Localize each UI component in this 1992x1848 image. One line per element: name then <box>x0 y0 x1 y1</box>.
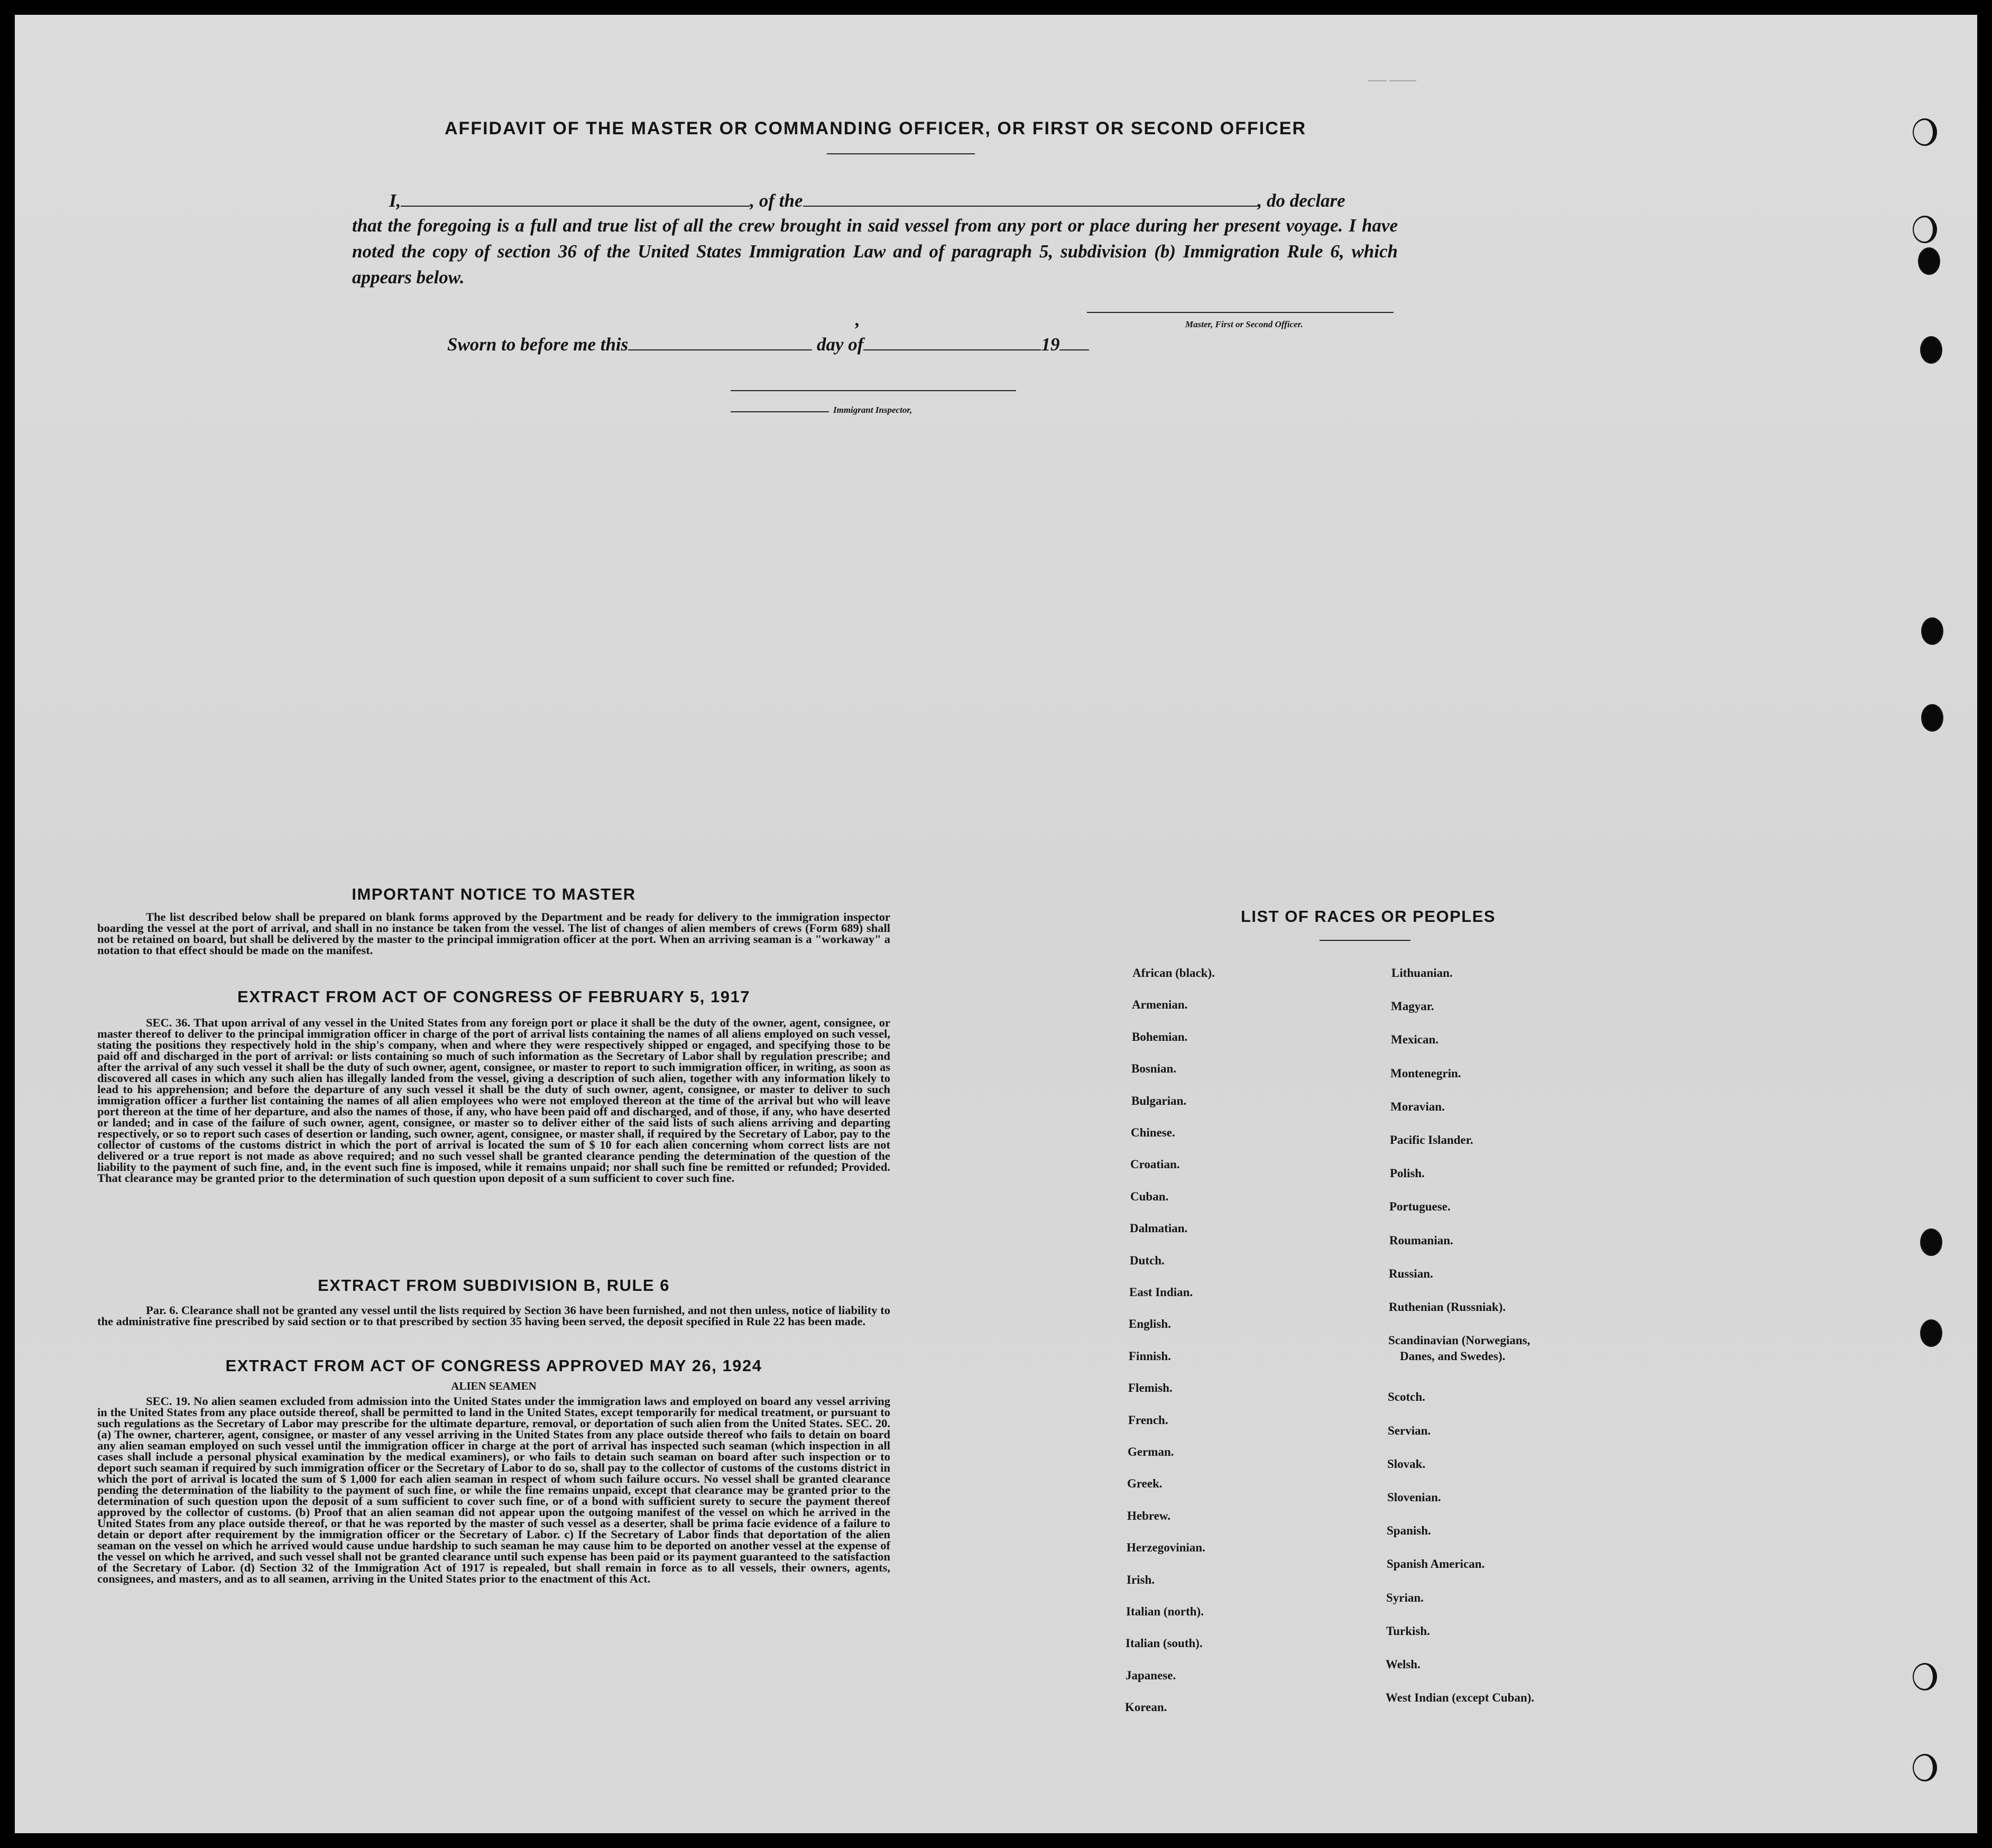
race-item: Italian (north). <box>1126 1605 1204 1618</box>
title-underline <box>827 153 975 154</box>
declarant-prefix: I, <box>389 190 401 211</box>
race-item: Bosnian. <box>1131 1062 1177 1075</box>
race-item: Bulgarian. <box>1131 1094 1187 1107</box>
race-item: Irish. <box>1127 1573 1155 1586</box>
binder-hole <box>1921 704 1943 732</box>
bleed-through-text: ── ─── <box>1368 74 1417 88</box>
race-item: Moravian. <box>1390 1100 1445 1113</box>
races-title: LIST OF RACES OR PEOPLES <box>1240 907 1496 926</box>
race-item: Scandinavian (Norwegians, <box>1388 1334 1530 1347</box>
binder-hole <box>1913 216 1937 243</box>
race-item: Armenian. <box>1132 998 1188 1011</box>
race-item: French. <box>1128 1413 1168 1427</box>
extract-1924-subtitle: ALIEN SEAMEN <box>451 1380 537 1392</box>
inspector-caption: Immigrant Inspector, <box>833 405 912 415</box>
signature-caption: Master, First or Second Officer. <box>1185 319 1303 329</box>
extract-1917-text: SEC. 36. That upon arrival of any vessel in the United States from any foreign port or place it shall be the duty of the owner, agent, consignee, or master thereof to deliver to the principal immigration officer in charge of the port of arrival lists containing the names of all aliens employed on such vessel, stating the positions they respectively hold in the ship's company, when and where they were respectively shipped or engaged, and specifying those to be paid off and discharged in the port of arrival: or lists containing so much of such information as the Secretary of Labor shall by regulation prescribe; and after the arrival of any such vessel it shall be the duty of such owner, agent, consignee, or master to report to such immigration officer, in writing, as soon as discovered all cases in which any such alien has illegally landed from the vessel, giving a description of such alien, together with any information likely to lead to his apprehension; and before the departure of any such vessel it shall be the duty of such owner, agent, consignee, or master to deliver to such immigration officer a further list containing the names of all alien employees who were not employed thereon at the time of the arrival but who will leave port thereon at the time of her departure, and also the names of those, if any, who have been paid off and discharged, and of those, if any, who have deserted or landed; and in case of the failure of such owner, agent, consignee, or master so to deliver either of the said lists of such aliens arriving and departing respectively, or so to report such cases of desertion or landing, such owner, agent, consignee, or master shall, if required by the Secretary of Labor, pay to the collector of customs of the customs district in which the port of arrival is located the sum of $ 10 for each alien concerning whom correct lists are not delivered or a true report is not made as above required; and no such vessel shall be granted clearance pending the determination of the question of the liability to the payment of such fine, and, in the event such fine is imposed, while it remains unpaid; nor shall such fine be remitted or refunded; Provided. That clearance may be granted prior to the determination of such question upon deposit of a sum sufficient to cover such fine. <box>97 1016 890 1185</box>
binder-hole <box>1913 118 1937 146</box>
race-item: Danes, and Swedes). <box>1400 1350 1506 1363</box>
race-item: Korean. <box>1125 1701 1167 1714</box>
race-item: Ruthenian (Russniak). <box>1389 1300 1506 1314</box>
race-item: Flemish. <box>1128 1381 1173 1394</box>
race-item: Pacific Islander. <box>1390 1133 1473 1147</box>
declarant-name-field[interactable] <box>401 187 750 207</box>
race-item: Chinese. <box>1131 1126 1175 1139</box>
race-item: Lithuanian. <box>1391 966 1453 980</box>
binder-hole <box>1920 1319 1942 1347</box>
race-item: Portuguese. <box>1389 1200 1451 1213</box>
race-item: Spanish American. <box>1387 1557 1485 1570</box>
affidavit-title: AFFIDAVIT OF THE MASTER OR COMMANDING OFFICER, OR FIRST OR SECOND OFFICER <box>445 118 1306 138</box>
extract-rule6-text: Par. 6. Clearance shall not be granted any vessel until the lists required by Section 36 have been furnished, and not then unless, notice of liability to the administrative fine prescribed by said section or to that prescribed by section 35 having been served, the deposit specified in Rule 22 has been made. <box>97 1304 890 1328</box>
race-item: East Indian. <box>1129 1286 1193 1299</box>
race-item: Russian. <box>1389 1267 1433 1280</box>
vessel-name-field[interactable] <box>803 187 1258 207</box>
binder-hole <box>1913 1754 1937 1781</box>
race-item: Spanish. <box>1387 1524 1431 1537</box>
race-item: Croatian. <box>1130 1158 1180 1171</box>
race-item: Japanese. <box>1126 1669 1176 1682</box>
binder-hole <box>1913 1663 1937 1690</box>
race-item: Scotch. <box>1388 1390 1425 1403</box>
year-prefix: 19 <box>1041 334 1060 355</box>
race-item: Dutch. <box>1130 1254 1165 1267</box>
declaration-text: that the foregoing is a full and true list of all the crew brought in said vessel from any port or place during her present voyage. I have noted the copy of section 36 of the United States Immigration Law and of paragraph 5, subdivision (b) Immigration Rule 6, which appears below. <box>352 215 1398 288</box>
sworn-day-field[interactable] <box>628 331 812 350</box>
extract-rule6-title: EXTRACT FROM SUBDIVISION B, RULE 6 <box>318 1276 670 1295</box>
binder-hole <box>1918 247 1940 275</box>
race-item: Montenegrin. <box>1390 1067 1461 1080</box>
race-item: Hebrew. <box>1127 1509 1170 1522</box>
race-item: Slovak. <box>1387 1457 1426 1471</box>
comma-mark: , <box>855 309 860 330</box>
binder-hole <box>1921 617 1943 645</box>
race-item: Italian (south). <box>1126 1637 1203 1650</box>
declaration-line-1 <box>389 187 1398 214</box>
race-item: English. <box>1129 1317 1171 1330</box>
inspector-short-line <box>731 411 829 412</box>
race-item: Turkish. <box>1386 1624 1430 1638</box>
binder-hole <box>1920 1228 1942 1256</box>
extract-1917-title: EXTRACT FROM ACT OF CONGRESS OF FEBRUARY 5, 1917 <box>237 987 750 1006</box>
signature-field[interactable] <box>1087 312 1394 313</box>
race-item: Finnish. <box>1129 1350 1171 1363</box>
race-item: Herzegovinian. <box>1127 1541 1205 1554</box>
do-declare-label: , do declare <box>1257 190 1345 211</box>
race-item: West Indian (except Cuban). <box>1386 1691 1535 1704</box>
race-item: Welsh. <box>1386 1658 1421 1671</box>
sworn-prefix: Sworn to before me this <box>447 334 629 355</box>
race-item: Servian. <box>1388 1424 1431 1437</box>
race-item: Polish. <box>1390 1167 1425 1180</box>
binder-hole <box>1920 336 1942 364</box>
extract-1924-title: EXTRACT FROM ACT OF CONGRESS APPROVED MAY 26, 1924 <box>225 1356 762 1375</box>
race-item: Dalmatian. <box>1130 1222 1188 1235</box>
inspector-signature-field[interactable] <box>731 390 1016 391</box>
race-item: Greek. <box>1127 1477 1163 1490</box>
sworn-line <box>447 331 1089 357</box>
race-item: Roumanian. <box>1389 1234 1453 1247</box>
races-title-underline <box>1320 940 1410 941</box>
extract-1924-text: SEC. 19. No alien seamen excluded from admission into the United States under the immigration laws and employed on board any vessel arriving in the United States from any place outside thereof, shall be permitted to land in the United States, except temporarily for medical treatment, or pursuant to such regulations as the Secretary of Labor may prescribe for the ultimate departure, removal, or deportation of such alien from the United States. SEC. 20. (a) The owner, charterer, agent, consignee, or master of any vessel arriving in the United States from any place outside thereof who fails to detain on board any alien seaman employed on such vessel until the immigration officer in charge at the port of arrival has inspected such seaman (which inspection in all cases shall include a personal physical examination by the medical examiners), or who fails to detain such seaman on board after such inspection or to deport such seaman if required by such immigration officer or the Secretary of Labor to do so, shall pay to the collector of customs of the customs district in which the port of arrival is located the sum of $ 1,000 for each alien seaman in respect of whom such failure occurs. No vessel shall be granted clearance pending the determination of the liability to the payment of such fine, or while the fine remains unpaid, except that clearance may be granted prior to the determination of such question upon the deposit of a sum sufficient to cover such fine, or of a bond with sufficient surety to secure the payment thereof approved by the collector of customs. (b) Proof that an alien seaman did not appear upon the outgoing manifest of the vessel on which he arrived in the United States from any place outside thereof, or that he was reported by the master of such vessel as a deserter, shall be prima facie evidence of a failure to detain or deport after requirement by the immigration officer or the Secretary of Labor. c) If the Secretary of Labor finds that deportation of the alien seaman on the vessel on which he arrived would cause undue hardship to such seaman he may cause him to be deported on another vessel at the expense of the vessel on which he arrived, and such vessel shall not be granted clearance until such expense has been paid or its payment guaranteed to the satisfaction of the Secretary of Labor. (d) Section 32 of the Immigration Act of 1917 is repealed, but shall remain in force as to all vessels, their owners, agents, consignees, and masters, and as to all seamen, arriving in the United States prior to the enactment of this Act. <box>97 1394 890 1585</box>
race-item: Mexican. <box>1391 1033 1439 1046</box>
race-item: African (black). <box>1132 966 1215 980</box>
race-item: Bohemian. <box>1132 1030 1188 1043</box>
notice-text: The list described below shall be prepared on blank forms approved by the Department and be ready for delivery to the immigration inspector boarding the vessel at the port of arrival, and shall in no instance be taken from the vessel. The list of changes of alien members of crews (Form 689) shall not be retained on board, but shall be delivered by the master to the principal immigration officer at the port. When an arriving seaman is a "workaway" a notation to that effect should be made on the manifest. <box>97 910 890 957</box>
sworn-month-field[interactable] <box>863 331 1041 350</box>
day-of-label: day of <box>817 334 864 355</box>
manifest-sheet <box>15 15 1977 1833</box>
race-item: Slovenian. <box>1387 1491 1441 1504</box>
race-item: German. <box>1128 1445 1174 1458</box>
of-the-label: , of the <box>750 190 803 211</box>
race-item: Syrian. <box>1386 1591 1424 1604</box>
race-item: Magyar. <box>1391 1000 1434 1013</box>
sworn-year-field[interactable] <box>1059 331 1089 350</box>
race-item: Cuban. <box>1130 1190 1169 1203</box>
notice-title: IMPORTANT NOTICE TO MASTER <box>352 885 636 903</box>
